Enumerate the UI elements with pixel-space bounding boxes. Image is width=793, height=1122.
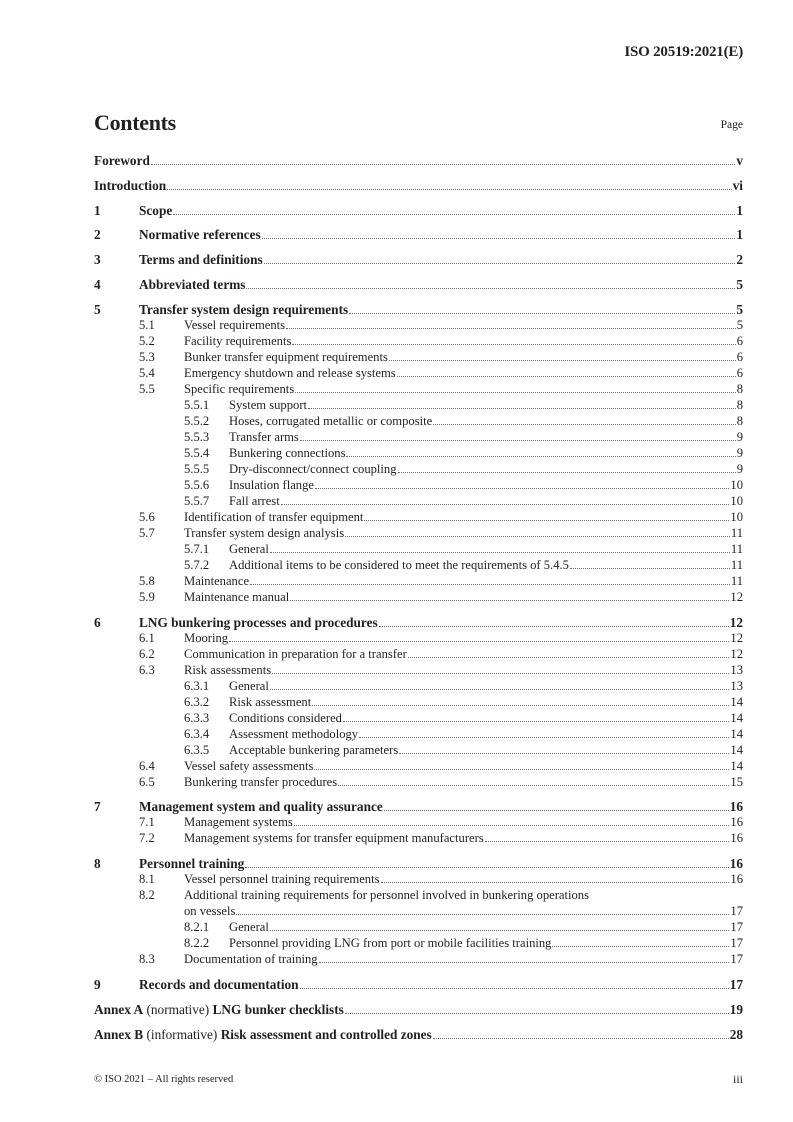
toc-entry-label[interactable] (184, 510, 363, 525)
toc-entry-number: 5.4 (139, 365, 155, 380)
dot-leader (552, 945, 729, 947)
toc-entry[interactable] (94, 695, 743, 711)
toc-entry-label-main: Risk assessment (229, 694, 312, 709)
dot-leader (295, 391, 736, 393)
toc-entry-page[interactable]: 11 (730, 573, 743, 588)
toc-entry-label-main: Terms and definitions (139, 252, 263, 268)
dot-leader (379, 625, 729, 627)
toc-entry-number: 8.2.2 (184, 936, 210, 951)
toc-entry-page[interactable]: 17 (730, 920, 743, 935)
toc-entry-number: 8.3 (139, 952, 155, 967)
toc-entry-number: 5.5.2 (184, 413, 210, 428)
toc-entry-label[interactable] (94, 153, 150, 169)
toc-entry-label[interactable]: Additional training requirements for personnel involved in bunkering operations (184, 888, 590, 903)
toc-entry-label[interactable] (184, 631, 228, 646)
toc-entry-label[interactable] (229, 679, 269, 694)
annex-title: Risk assessment and controlled zones (220, 1026, 432, 1042)
toc-entry-page[interactable]: 1 (736, 202, 743, 218)
toc-entry-page[interactable]: 9 (736, 445, 743, 460)
toc-entry-number: 9 (94, 976, 101, 992)
toc-entry-number: 6.2 (139, 646, 155, 661)
toc-entry[interactable] (94, 663, 743, 679)
dot-leader (570, 567, 730, 569)
toc-entry-label[interactable] (139, 799, 383, 815)
dot-leader (236, 913, 729, 915)
toc-entry-page[interactable]: 16 (729, 799, 743, 815)
toc-entry-number: 6.3.3 (184, 710, 210, 725)
toc-entry-label-main: General (229, 920, 269, 935)
dot-leader (290, 599, 729, 601)
toc-entry-number: 8.1 (139, 872, 155, 887)
toc-entry-label-main: Insulation flange (229, 477, 314, 492)
toc-entry-label-main: Normative references (139, 227, 261, 243)
toc-entry-label-main: Transfer system design requirements (139, 301, 349, 317)
toc-entry-number: 1 (94, 202, 101, 218)
dot-leader (408, 656, 730, 658)
dot-leader (314, 768, 729, 770)
toc-entry-label-main: Bunker transfer equipment requirements (184, 349, 388, 364)
toc-entry[interactable] (94, 743, 743, 759)
toc-entry-label-main: Additional items to be considered to meet the requirements of 5.4.5 (229, 557, 569, 572)
toc-entry-number: 6.4 (139, 758, 155, 773)
toc-entry[interactable] (94, 936, 743, 952)
toc-entry-label-main: Communication in preparation for a transfer (184, 646, 407, 661)
toc-entry-number: 5.7 (139, 525, 155, 540)
toc-entry-number: 5.9 (139, 589, 155, 604)
toc-entry-number: 5.7.1 (184, 541, 210, 556)
toc-entry-label[interactable] (184, 334, 291, 349)
toc-entry[interactable] (94, 203, 743, 219)
toc-entry-label[interactable] (184, 775, 337, 790)
toc-entry-number: 5.3 (139, 349, 155, 364)
toc-entry-label-main: Mooring (184, 630, 229, 645)
toc-entry-page[interactable]: 8 (736, 397, 743, 412)
toc-entry-label[interactable] (184, 815, 293, 830)
toc-entry-page[interactable]: 11 (730, 557, 743, 572)
toc-entry[interactable] (94, 574, 743, 590)
toc-entry[interactable] (94, 334, 743, 350)
toc-entry-label-main: General (229, 678, 269, 693)
dot-leader (343, 720, 729, 722)
toc-entry-page[interactable]: 17 (730, 936, 743, 951)
dot-leader (250, 583, 730, 585)
dot-leader (246, 287, 735, 289)
toc-entry-label[interactable] (184, 759, 313, 774)
toc-entry[interactable] (94, 318, 743, 334)
toc-entry[interactable] (94, 977, 743, 993)
toc-entry-label[interactable] (94, 1002, 344, 1018)
toc-entry-page[interactable]: 14 (730, 758, 743, 773)
toc-entry-label-main: Personnel providing LNG from port or mobile facilities training (229, 936, 552, 951)
toc-entry-label-main: General (229, 541, 269, 556)
toc-entry-label[interactable] (229, 711, 342, 726)
toc-entry-label[interactable] (229, 446, 345, 461)
toc-entry-number: 6.3 (139, 662, 155, 677)
copyright-notice: © ISO 2021 – All rights reserved (94, 1074, 234, 1085)
toc-entry-label-main: Vessel personnel training requirements (184, 872, 380, 887)
toc-entry-number: 6 (94, 614, 101, 630)
dot-leader (384, 809, 729, 811)
toc-entry-label-main: Management systems (184, 815, 293, 830)
dot-leader (151, 163, 735, 165)
toc-entry-page[interactable]: 8 (736, 381, 743, 396)
toc-entry-label-main: Foreword (94, 153, 150, 168)
dot-leader (389, 359, 736, 361)
toc-entry-page[interactable]: 14 (730, 710, 743, 725)
toc-entry-page[interactable]: 13 (730, 662, 743, 677)
dot-leader (229, 640, 729, 642)
toc-entry-label[interactable] (139, 615, 378, 631)
toc-entry-label[interactable] (184, 590, 289, 605)
toc-entry-label-main: Documentation of training (184, 952, 318, 967)
toc-entry[interactable] (94, 494, 743, 510)
dot-leader (433, 1037, 729, 1039)
toc-entry[interactable] (94, 542, 743, 558)
toc-entry-label[interactable] (184, 831, 484, 846)
toc-entry-label[interactable] (229, 414, 432, 429)
document-id: ISO 20519:2021(E) (624, 44, 743, 60)
dot-leader (346, 455, 735, 457)
toc-entry-label-main: Specific requirements (184, 381, 295, 396)
toc-entry-label[interactable] (139, 252, 263, 268)
page-number: iii (732, 1072, 743, 1086)
toc-entry-number: 5.8 (139, 573, 155, 588)
toc-entry-number: 5.5.4 (184, 445, 210, 460)
dot-leader (364, 519, 729, 521)
toc-entry-number: 6.3.2 (184, 694, 210, 709)
dot-leader (272, 672, 729, 674)
toc-entry-number: 5.5.6 (184, 477, 210, 492)
dot-leader (167, 188, 731, 190)
toc-entry[interactable] (94, 856, 743, 872)
toc-entry[interactable] (94, 558, 743, 574)
toc-entry-page[interactable]: 6 (736, 333, 743, 348)
toc-entry[interactable] (94, 446, 743, 462)
toc-entry[interactable] (94, 382, 743, 398)
toc-entry-label-main: Transfer system design analysis (184, 525, 345, 540)
toc-entry[interactable] (94, 888, 743, 904)
toc-entry-label-main: LNG bunkering processes and procedures (139, 614, 378, 630)
annex-type: (informative) (143, 1026, 221, 1042)
toc-entry-page[interactable]: 10 (730, 509, 743, 524)
toc-entry-label[interactable] (229, 462, 397, 477)
toc-entry[interactable] (94, 478, 743, 494)
toc-entry-label[interactable] (229, 542, 269, 557)
toc-entry-page[interactable]: 16 (730, 872, 743, 887)
toc-entry-label-main: Annex A (94, 1001, 144, 1017)
dot-leader (485, 840, 730, 842)
toc-entry-page[interactable]: 19 (729, 1001, 743, 1017)
toc-entry-page[interactable]: 15 (730, 774, 743, 789)
toc-entry-page[interactable]: 10 (730, 477, 743, 492)
toc-entry-label-main: Identification of transfer equipment (184, 509, 364, 524)
dot-leader (381, 881, 730, 883)
toc-entry[interactable] (94, 510, 743, 526)
annex-title: LNG bunker checklists (212, 1001, 344, 1017)
toc-entry[interactable] (94, 462, 743, 478)
table-of-contents (94, 153, 743, 1043)
toc-entry-number: 2 (94, 227, 101, 243)
toc-entry-number: 8.2.1 (184, 920, 210, 935)
toc-entry-label[interactable] (184, 574, 249, 589)
toc-entry-label-main: Bunkering transfer procedures (184, 774, 338, 789)
toc-entry-label[interactable] (139, 856, 244, 872)
dot-leader (270, 688, 730, 690)
toc-entry-page[interactable]: 12 (729, 614, 743, 630)
toc-entry-label[interactable] (229, 558, 569, 573)
toc-entry-label-main: Emergency shutdown and release systems (184, 365, 396, 380)
toc-entry-label[interactable] (184, 350, 388, 365)
toc-entry-label-main: Records and documentation (139, 976, 299, 992)
toc-entry-label-main: Hoses, corrugated metallic or composite (229, 413, 433, 428)
toc-entry-number: 5.5.7 (184, 493, 210, 508)
toc-entry-label[interactable] (229, 430, 299, 445)
toc-entry-label-main: Management system and quality assurance (139, 799, 383, 815)
toc-entry-label[interactable] (184, 526, 344, 541)
dot-leader (312, 704, 729, 706)
toc-entry-label-main: Annex B (94, 1026, 144, 1042)
toc-entry-label-main: Risk assessments (184, 662, 272, 677)
dot-leader (270, 551, 730, 553)
toc-entry[interactable] (94, 350, 743, 366)
dot-leader (345, 1012, 729, 1014)
toc-entry-label[interactable] (184, 872, 380, 887)
toc-entry-label-main: Transfer arms (229, 429, 299, 444)
toc-entry-number: 6.5 (139, 774, 155, 789)
toc-entry-page[interactable]: 10 (730, 493, 743, 508)
toc-entry-label-main: Introduction (94, 177, 167, 193)
toc-entry[interactable] (94, 398, 743, 414)
toc-entry-number: 3 (94, 252, 101, 268)
toc-entry[interactable] (94, 831, 743, 847)
toc-entry-page[interactable]: 17 (729, 976, 743, 992)
toc-entry[interactable] (94, 952, 743, 968)
toc-entry[interactable] (94, 920, 743, 936)
toc-entry-label[interactable] (229, 478, 314, 493)
dot-leader (338, 784, 729, 786)
dot-leader (245, 866, 728, 868)
toc-entry-page[interactable]: v (736, 153, 743, 168)
dot-leader (398, 471, 736, 473)
toc-entry-label[interactable] (139, 203, 172, 219)
toc-entry-number: 6.1 (139, 630, 155, 645)
toc-entry-label-main: Fall arrest (229, 493, 280, 508)
toc-entry-page[interactable]: 16 (729, 856, 743, 872)
toc-entry-page[interactable]: 5 (736, 317, 743, 332)
dot-leader (281, 503, 730, 505)
toc-entry-label[interactable] (184, 647, 407, 662)
page-title: Contents (94, 110, 176, 135)
toc-entry-page[interactable]: 14 (730, 726, 743, 741)
toc-entry-label[interactable] (184, 318, 285, 333)
toc-entry-label[interactable] (139, 227, 261, 243)
toc-entry-label[interactable] (229, 494, 280, 509)
toc-entry-label[interactable] (229, 920, 269, 935)
toc-entry[interactable] (94, 631, 743, 647)
dot-leader (262, 237, 736, 239)
toc-entry-number: 5.5.1 (184, 397, 210, 412)
toc-entry-number: 5.6 (139, 509, 155, 524)
toc-entry[interactable] (94, 679, 743, 695)
toc-entry[interactable] (94, 526, 743, 542)
toc-entry-label[interactable] (184, 952, 318, 967)
toc-entry-page[interactable]: 13 (730, 678, 743, 693)
toc-entry-page[interactable]: 17 (730, 904, 743, 919)
toc-entry-label-main: Acceptable bunkering parameters (229, 742, 399, 757)
toc-entry-page[interactable]: 11 (730, 541, 743, 556)
dot-leader (292, 343, 735, 345)
dot-leader (173, 213, 735, 215)
toc-entry-number: 4 (94, 276, 101, 292)
toc-entry[interactable] (94, 414, 743, 430)
toc-entry-label-main: Vessel safety assessments (184, 758, 314, 773)
toc-entry-number: 5.7.2 (184, 557, 210, 572)
toc-entry-number: 5.2 (139, 333, 155, 348)
toc-entry-page[interactable]: 2 (736, 252, 743, 268)
toc-entry-number: 7.1 (139, 815, 155, 830)
dot-leader (286, 327, 736, 329)
toc-entry-page[interactable]: 11 (730, 525, 743, 540)
toc-entry-page[interactable]: 28 (729, 1026, 743, 1042)
toc-entry-label-continued[interactable]: on vessels (184, 904, 236, 919)
dot-leader (349, 312, 735, 314)
toc-entry[interactable] (94, 799, 743, 815)
toc-entry-number: 8.2 (139, 888, 155, 903)
toc-entry-label[interactable] (184, 366, 396, 381)
toc-entry-number: 6.3.1 (184, 678, 210, 693)
toc-entry-label-main: System support (229, 397, 308, 412)
toc-entry-number: 6.3.5 (184, 742, 210, 757)
toc-entry-label[interactable] (229, 743, 398, 758)
dot-leader (319, 961, 730, 963)
toc-entry-label-main: Conditions considered (229, 710, 342, 725)
toc-entry[interactable] (94, 1027, 743, 1043)
toc-entry-label[interactable] (184, 663, 271, 678)
dot-leader (294, 824, 730, 826)
toc-entry-label[interactable] (94, 1027, 432, 1043)
toc-entry[interactable] (94, 277, 743, 293)
toc-entry-number: 7 (94, 799, 101, 815)
toc-entry-label-main: Bunkering connections (229, 445, 346, 460)
dot-leader (397, 375, 736, 377)
dot-leader (359, 736, 729, 738)
toc-entry[interactable] (94, 615, 743, 631)
toc-entry-label[interactable] (229, 398, 307, 413)
dot-leader (308, 407, 736, 409)
toc-entry-page[interactable]: 16 (730, 831, 743, 846)
toc-entry-page[interactable]: 9 (736, 429, 743, 444)
toc-entry-label[interactable] (184, 382, 294, 397)
toc-entry-number: 7.2 (139, 831, 155, 846)
toc-entry-page[interactable]: 12 (730, 630, 743, 645)
annex-type: (normative) (143, 1001, 213, 1017)
toc-entry[interactable] (94, 775, 743, 791)
toc-entry-label[interactable] (139, 302, 348, 318)
dot-leader (264, 262, 736, 264)
toc-entry-label-main: Abbreviated terms (139, 276, 246, 292)
dot-leader (315, 487, 729, 489)
toc-entry-label-main: Assessment methodology (229, 726, 359, 741)
toc-entry-label[interactable] (229, 936, 551, 951)
toc-entry-label-main: Scope (139, 202, 173, 218)
toc-entry-number: 6.3.4 (184, 726, 210, 741)
toc-entry[interactable] (94, 711, 743, 727)
toc-entry-page[interactable]: 5 (736, 301, 743, 317)
toc-entry[interactable] (94, 227, 743, 243)
toc-entry-page[interactable]: 12 (730, 646, 743, 661)
toc-entry-continuation[interactable] (94, 904, 743, 920)
toc-entry[interactable] (94, 430, 743, 446)
toc-entry-number: 5.5.3 (184, 429, 210, 444)
toc-entry[interactable] (94, 302, 743, 318)
toc-entry-page[interactable]: 6 (736, 349, 743, 364)
toc-entry-label-main: Dry-disconnect/connect coupling (229, 461, 397, 476)
toc-entry-number: 5.1 (139, 317, 155, 332)
toc-entry[interactable] (94, 647, 743, 663)
toc-entry-label[interactable] (229, 695, 311, 710)
toc-entry-page[interactable]: 14 (730, 742, 743, 757)
toc-entry[interactable] (94, 153, 743, 169)
toc-entry[interactable] (94, 366, 743, 382)
toc-entry-page[interactable]: 16 (730, 815, 743, 830)
toc-entry[interactable] (94, 815, 743, 831)
dot-leader (433, 423, 736, 425)
toc-entry[interactable] (94, 178, 743, 194)
toc-entry-label-main: Vessel requirements (184, 317, 286, 332)
dot-leader (300, 439, 736, 441)
toc-entry-number: 5.5 (139, 381, 155, 396)
toc-entry-label-main: Management systems for transfer equipment manufacturers (184, 831, 484, 846)
toc-entry-page[interactable]: 1 (736, 227, 743, 243)
page-column-label: Page (720, 119, 743, 131)
toc-entry-page[interactable]: 12 (730, 589, 743, 604)
dot-leader (270, 929, 730, 931)
toc-entry-label-main: Personnel training (139, 856, 245, 872)
dot-leader (345, 535, 730, 537)
toc-entry-number: 5.5.5 (184, 461, 210, 476)
dot-leader (399, 752, 729, 754)
toc-entry[interactable] (94, 252, 743, 268)
toc-entry-page[interactable]: 17 (730, 952, 743, 967)
toc-entry-label[interactable] (94, 178, 166, 194)
toc-entry-page[interactable]: 14 (730, 694, 743, 709)
toc-entry-label[interactable] (229, 727, 358, 742)
toc-entry[interactable] (94, 1002, 743, 1018)
toc-entry[interactable] (94, 759, 743, 775)
toc-entry-page[interactable]: 9 (736, 461, 743, 476)
toc-entry-label-main: Maintenance (184, 573, 250, 588)
dot-leader (300, 987, 729, 989)
toc-entry-page[interactable]: vi (732, 177, 743, 193)
toc-entry-number: 8 (94, 856, 101, 872)
toc-entry[interactable] (94, 590, 743, 606)
toc-entry-label-main: Maintenance manual (184, 589, 290, 604)
toc-entry-number: 5 (94, 301, 101, 317)
toc-entry-page[interactable]: 8 (736, 413, 743, 428)
toc-entry-label[interactable] (139, 977, 299, 993)
toc-entry[interactable] (94, 872, 743, 888)
toc-entry-label-main: Facility requirements (184, 333, 292, 348)
toc-entry-page[interactable]: 5 (736, 276, 743, 292)
toc-entry[interactable] (94, 727, 743, 743)
toc-entry-page[interactable]: 6 (736, 365, 743, 380)
toc-entry-label[interactable] (139, 277, 245, 293)
